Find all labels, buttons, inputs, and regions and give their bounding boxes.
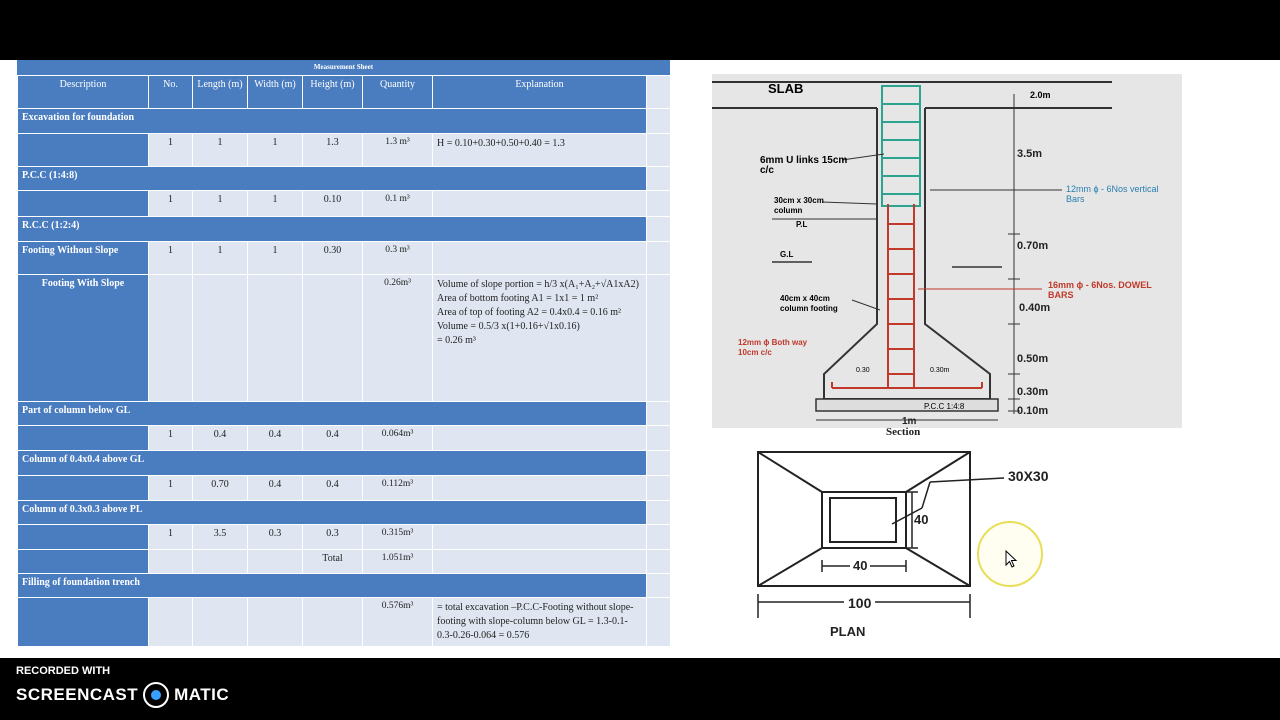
footing-column-label: 40cm x 40cm column footing (780, 294, 838, 313)
brand-left: SCREENCAST (16, 685, 139, 704)
cell-height: 0.10 (303, 191, 363, 217)
cell-no: 1 (149, 426, 193, 451)
cell-quantity: 0.26m³ (363, 275, 433, 402)
cell-quantity: 1.3 m³ (363, 134, 433, 167)
category-row (18, 451, 671, 476)
table-row (18, 134, 671, 167)
cell-height: 0.4 (303, 476, 363, 501)
category-row (18, 109, 671, 134)
row-desc (18, 476, 149, 501)
cell-quantity: 0.1 m³ (363, 191, 433, 217)
dim-1m: 1m (902, 416, 917, 427)
vertical-bars-label: 12mm ϕ - 6Nos vertical Bars (1066, 184, 1159, 204)
small-left-dim: 0.30 (856, 367, 870, 374)
category-row (18, 217, 671, 242)
screencast-o-matic-logo (16, 682, 229, 708)
cell-explanation (433, 525, 647, 550)
explanation-line: Area of bottom footing A1 = 1x1 = 1 m² (437, 293, 599, 304)
dim-0-50m: 0.50m (1017, 353, 1049, 365)
dim-0-40m: 0.40m (1019, 302, 1051, 314)
sheet-title: Measurement Sheet (17, 60, 670, 75)
plan-inner-40: 40 (850, 558, 870, 573)
total-row (18, 550, 671, 574)
cell-quantity: 0.315m³ (363, 525, 433, 550)
cell-no (149, 275, 193, 402)
category-row (18, 574, 671, 598)
cell-explanation: H = 0.10+0.30+0.50+0.40 = 1.3 (433, 134, 647, 167)
cell-length: 1 (193, 191, 248, 217)
row-spacer (647, 574, 671, 598)
cell-length: 0.4 (193, 426, 248, 451)
table-row (18, 275, 671, 402)
total-quantity: 1.051m³ (363, 550, 433, 574)
row-desc (18, 598, 149, 647)
cell-explanation (433, 275, 647, 402)
cell-explanation (433, 426, 647, 451)
explanation-line: = 0.26 m³ (437, 335, 476, 346)
cell-width: 0.4 (248, 426, 303, 451)
cell-explanation (433, 476, 647, 501)
row-spacer (647, 598, 671, 647)
row-spacer (647, 451, 671, 476)
cell-explanation (433, 242, 647, 275)
cell-explanation (433, 191, 647, 217)
cell-width: 1 (248, 242, 303, 275)
cell-length: 0.70 (193, 476, 248, 501)
plan-outer-100: 100 (844, 595, 875, 611)
cell-quantity: 0.576m³ (363, 598, 433, 647)
row-spacer (647, 275, 671, 402)
cell-length (193, 550, 248, 574)
cell-height: 1.3 (303, 134, 363, 167)
dim-0-10m: 0.10m (1017, 405, 1049, 417)
recorded-with-label: RECORDED WITH (16, 665, 111, 677)
cell-height (303, 275, 363, 402)
row-spacer (647, 501, 671, 525)
category-rcc: R.C.C (1:2:4) (18, 217, 647, 242)
category-pcc: P.C.C (1:4:8) (18, 167, 647, 191)
row-spacer (647, 109, 671, 134)
cell-height: 0.3 (303, 525, 363, 550)
cell-width: 1 (248, 191, 303, 217)
table-row (18, 598, 671, 647)
cell-no: 1 (149, 134, 193, 167)
both-way-label: 12mm ϕ Both way 10cm c/c (738, 338, 808, 357)
small-right-dim: 0.30m (930, 367, 950, 374)
dim-0-30m: 0.30m (1017, 386, 1049, 398)
row-spacer (647, 217, 671, 242)
row-desc-footing-without: Footing Without Slope (18, 242, 149, 275)
cell-quantity: 0.112m³ (363, 476, 433, 501)
cell-width (248, 275, 303, 402)
explanation-line: Volume = 0.5/3 x(1+0.16+√1x0.16) (437, 321, 580, 332)
table-row (18, 476, 671, 501)
cell-explanation (433, 550, 647, 574)
row-spacer (647, 426, 671, 451)
cell-no: 1 (149, 242, 193, 275)
cell-width: 0.4 (248, 476, 303, 501)
cell-no: 1 (149, 191, 193, 217)
row-spacer (647, 550, 671, 574)
mouse-pointer-icon (1005, 550, 1019, 570)
dowel-bars-label: 16mm ϕ - 6Nos. DOWEL BARS (1048, 280, 1152, 300)
column-label: 30cm x 30cm column (774, 196, 824, 215)
pcc-label: P.C.C 1:4:8 (924, 402, 965, 411)
header-description: Description (18, 76, 149, 109)
category-column-03: Column of 0.3x0.3 above PL (18, 501, 647, 525)
category-row (18, 501, 671, 525)
cell-length: 3.5 (193, 525, 248, 550)
header-length: Length (m) (193, 76, 248, 109)
cell-length (193, 275, 248, 402)
section-drawing (712, 74, 1182, 428)
category-part-column: Part of column below GL (18, 402, 647, 426)
cell-width (248, 598, 303, 647)
table-row (18, 191, 671, 217)
cell-no: 1 (149, 525, 193, 550)
total-label: Total (303, 550, 363, 574)
row-spacer (647, 191, 671, 217)
cell-width: 0.3 (248, 525, 303, 550)
table-header-row (18, 76, 671, 109)
cell-height: 0.4 (303, 426, 363, 451)
header-explanation: Explanation (433, 76, 647, 109)
cell-no (149, 598, 193, 647)
cell-no (149, 550, 193, 574)
header-width: Width (m) (248, 76, 303, 109)
row-spacer (647, 134, 671, 167)
cell-height: 0.30 (303, 242, 363, 275)
row-spacer (647, 402, 671, 426)
cell-height (303, 598, 363, 647)
measurement-sheet (17, 60, 670, 647)
row-spacer (647, 525, 671, 550)
row-desc (18, 426, 149, 451)
header-quantity: Quantity (363, 76, 433, 109)
slab-label: SLAB (768, 81, 804, 96)
section-caption: Section (886, 426, 921, 438)
cell-width: 1 (248, 134, 303, 167)
row-spacer (647, 167, 671, 191)
cell-length: 1 (193, 134, 248, 167)
plan-column-size: 30X30 (1008, 468, 1049, 484)
row-desc-footing-with: Footing With Slope (18, 275, 149, 402)
dim-0-70m: 0.70m (1017, 240, 1049, 252)
explanation-line: Area of top of footing A2 = 0.4x0.4 = 0.16 m² (437, 307, 621, 318)
cell-quantity: 0.064m³ (363, 426, 433, 451)
table-row (18, 426, 671, 451)
row-desc (18, 550, 149, 574)
category-excavation: Excavation for foundation (18, 109, 647, 134)
header-spacer (647, 76, 671, 109)
row-desc (18, 191, 149, 217)
table-row (18, 525, 671, 550)
record-dot-icon (143, 682, 169, 708)
plan-caption: PLAN (830, 624, 866, 639)
explanation-line: Volume of slope portion = h/3 x(A₁+A₂+√A1xA2) (437, 279, 639, 290)
plan-side-40: 40 (914, 512, 929, 527)
row-desc (18, 525, 149, 550)
cell-width (248, 550, 303, 574)
table-row (18, 242, 671, 275)
row-desc (18, 134, 149, 167)
gl-label: G.L (780, 250, 794, 259)
brand-right: MATIC (174, 685, 230, 704)
pl-label: P.L (796, 220, 808, 229)
header-no: No. (149, 76, 193, 109)
dim-3-5m: 3.5m (1017, 148, 1043, 160)
video-frame (0, 60, 1280, 658)
row-spacer (647, 242, 671, 275)
row-spacer (647, 476, 671, 501)
cell-no: 1 (149, 476, 193, 501)
category-filling: Filling of foundation trench (18, 574, 647, 598)
cell-explanation: = total excavation –P.C.C-Footing without slope-footing with slope-column below GL = 1.3-0.1-0.3-0.26-0.064 = 0.576 (433, 598, 647, 647)
measurement-table (17, 75, 671, 647)
header-height: Height (m) (303, 76, 363, 109)
links-label: 6mm U links 15cm c/c (760, 155, 848, 176)
cell-length (193, 598, 248, 647)
cell-length: 1 (193, 242, 248, 275)
category-row (18, 402, 671, 426)
category-column-04: Column of 0.4x0.4 above GL (18, 451, 647, 476)
category-row (18, 167, 671, 191)
top-right-label: 2.0m (1030, 90, 1051, 100)
cell-quantity: 0.3 m³ (363, 242, 433, 275)
